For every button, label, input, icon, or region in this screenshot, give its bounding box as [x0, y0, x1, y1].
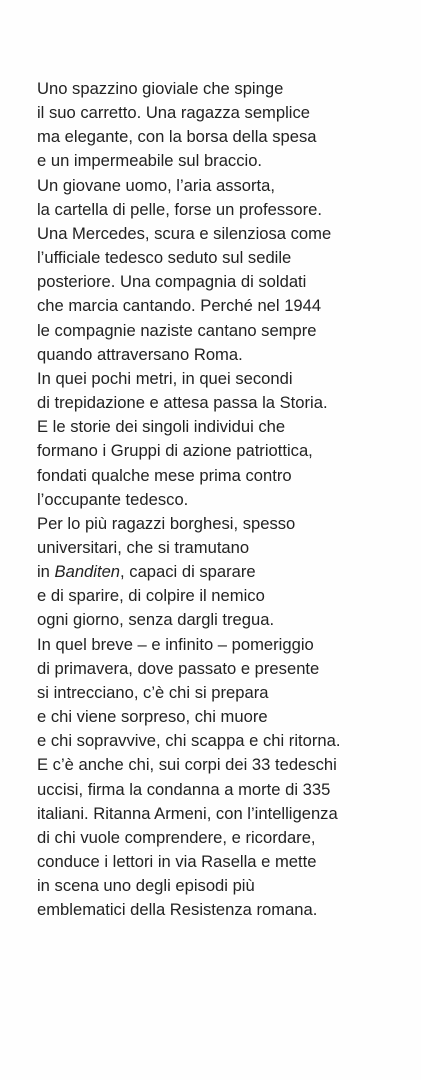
text-line: e chi viene sorpreso, chi muore	[37, 707, 268, 727]
text-line: In quel breve – e infinito – pomeriggio	[37, 634, 314, 654]
italic-word: Banditen	[54, 562, 121, 582]
text-line: E le storie dei singoli individui che	[37, 417, 286, 437]
text-segment: in	[37, 562, 55, 582]
text-line: formano i Gruppi di azione patriottica,	[37, 441, 313, 461]
text-line: la cartella di pelle, forse un professore.	[37, 199, 323, 219]
text-line: e chi sopravvive, chi scappa e chi ritorna.	[37, 731, 341, 751]
text-line: emblematici della Resistenza romana.	[37, 900, 318, 920]
text-line: e di sparire, di colpire il nemico	[37, 586, 265, 606]
text-line: Per lo più ragazzi borghesi, spesso	[37, 513, 296, 533]
text-line: Un giovane uomo, l’aria assorta,	[37, 175, 275, 195]
text-line: si intrecciano, c’è chi si prepara	[37, 682, 269, 702]
text-line: il suo carretto. Una ragazza semplice	[37, 103, 310, 123]
text-line: In quei pochi metri, in quei secondi	[37, 368, 293, 388]
text-line: di trepidazione e attesa passa la Storia.	[37, 393, 328, 413]
text-line: universitari, che si tramutano	[37, 537, 250, 557]
text-line: conduce i lettori in via Rasella e mette	[37, 852, 317, 871]
text-line: in scena uno degli episodi più	[37, 876, 255, 896]
text-line: ogni giorno, senza dargli tregua.	[37, 610, 275, 630]
text-line: E c’è anche chi, sui corpi dei 33 tedeschi	[37, 755, 337, 775]
text-line: italiani. Ritanna Armeni, con l’intelligenza	[37, 803, 338, 823]
text-line: Uno spazzino gioviale che spinge	[37, 79, 284, 98]
text-line: e un impermeabile sul braccio.	[37, 151, 263, 171]
text-line: l’ufficiale tedesco seduto sul sedile	[37, 248, 292, 268]
text-line: ma elegante, con la borsa della spesa	[37, 127, 317, 147]
text-line: l’occupante tedesco.	[37, 489, 189, 509]
text-line: quando attraversano Roma.	[37, 344, 243, 364]
text-line: di primavera, dove passato e presente	[37, 658, 320, 678]
text-line-with-italic	[37, 560, 417, 584]
text-line: Una Mercedes, scura e silenziosa come	[37, 223, 332, 243]
text-line: fondati qualche mese prima contro	[37, 465, 292, 485]
text-segment: , capaci di sparare	[120, 562, 256, 582]
blurb-text	[37, 77, 417, 922]
text-line: posteriore. Una compagnia di soldati	[37, 272, 307, 292]
text-line: le compagnie naziste cantano sempre	[37, 320, 317, 340]
text-line: di chi vuole comprendere, e ricordare,	[37, 827, 316, 847]
text-line: uccisi, firma la condanna a morte di 335	[37, 779, 331, 799]
text-line: che marcia cantando. Perché nel 1944	[37, 296, 322, 316]
